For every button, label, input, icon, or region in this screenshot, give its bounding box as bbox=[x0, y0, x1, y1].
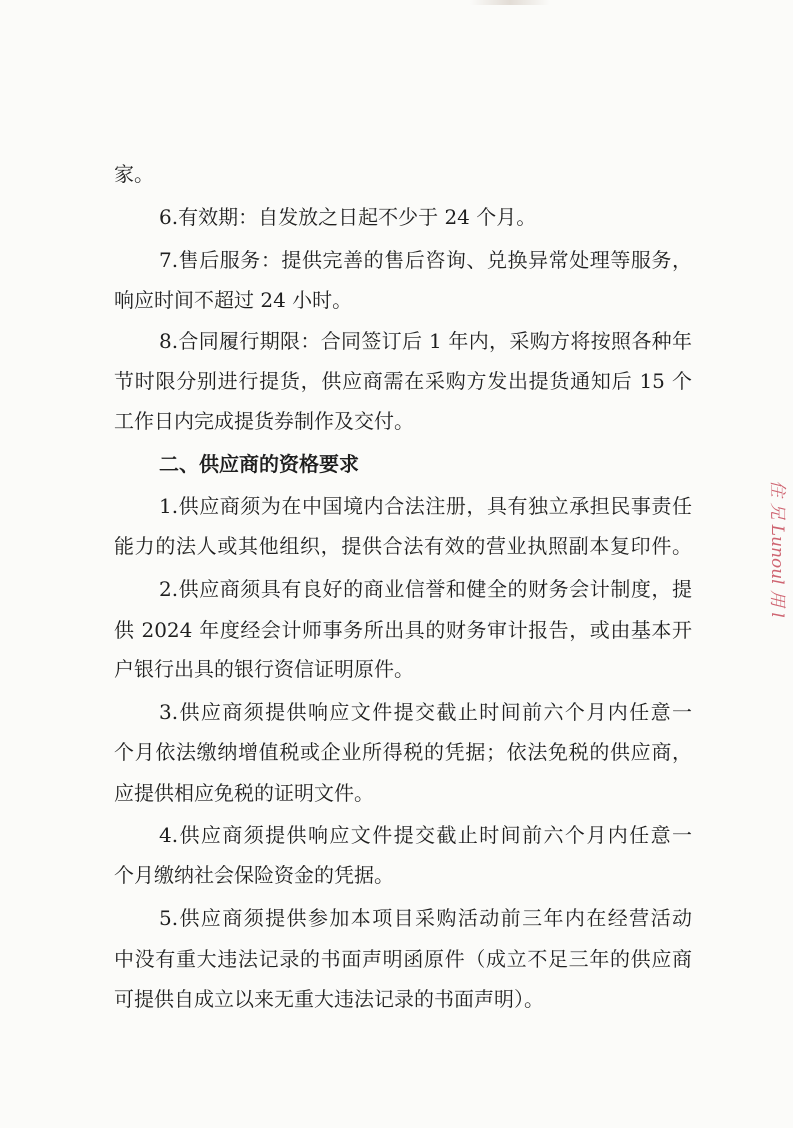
paragraph-line: 个月缴纳社会保险资金的凭据。 bbox=[114, 863, 394, 887]
seal-stamp-fragment bbox=[763, 478, 793, 638]
paragraph-line: 能力的法人或其他组织，提供合法有效的营业执照副本复印件。 bbox=[114, 534, 692, 558]
paragraph-line: 个月依法缴纳增值税或企业所得税的凭据；依法免税的供应商， bbox=[114, 740, 692, 764]
paragraph-line: 供 2024 年度经会计师事务所出具的财务审计报告，或由基本开 bbox=[114, 618, 692, 642]
paragraph-line: 7.售后服务：提供完善的售后咨询、兑换异常处理等服务， bbox=[159, 248, 692, 272]
paragraph-line: 6.有效期：自发放之日起不少于 24 个月。 bbox=[159, 205, 537, 229]
paragraph-line: 8.合同履行期限：合同签订后 1 年内，采购方将按照各种年 bbox=[159, 329, 692, 353]
paragraph-line: 工作日内完成提货券制作及交付。 bbox=[114, 409, 414, 433]
paragraph-line: 可提供自成立以来无重大违法记录的书面声明）。 bbox=[114, 987, 544, 1011]
paragraph-line: 5.供应商须提供参加本项目采购活动前三年内在经营活动 bbox=[159, 906, 692, 930]
paragraph-line: 节时限分别进行提货，供应商需在采购方发出提货通知后 15 个 bbox=[114, 369, 692, 393]
paragraph-line: 中没有重大违法记录的书面声明函原件（成立不足三年的供应商 bbox=[114, 947, 692, 971]
paragraph-line: 应提供相应免税的证明文件。 bbox=[114, 781, 374, 805]
paragraph-line: 3.供应商须提供响应文件提交截止时间前六个月内任意一 bbox=[159, 700, 692, 724]
paragraph-line: 1.供应商须为在中国境内合法注册，具有独立承担民事责任 bbox=[159, 494, 692, 518]
seal-stamp-text: 住 兄 Lunoul 用 l bbox=[767, 480, 787, 618]
paragraph-line: 响应时间不超过 24 小时。 bbox=[114, 288, 353, 312]
paragraph-line: 4.供应商须提供响应文件提交截止时间前六个月内任意一 bbox=[159, 823, 692, 847]
section-heading: 二、供应商的资格要求 bbox=[159, 452, 359, 476]
paragraph-line: 2.供应商须具有良好的商业信誉和健全的财务会计制度，提 bbox=[159, 577, 692, 601]
paragraph-line: 户银行出具的银行资信证明原件。 bbox=[114, 657, 414, 681]
paragraph-line: 家。 bbox=[114, 162, 154, 186]
scan-smudge bbox=[470, 0, 550, 5]
